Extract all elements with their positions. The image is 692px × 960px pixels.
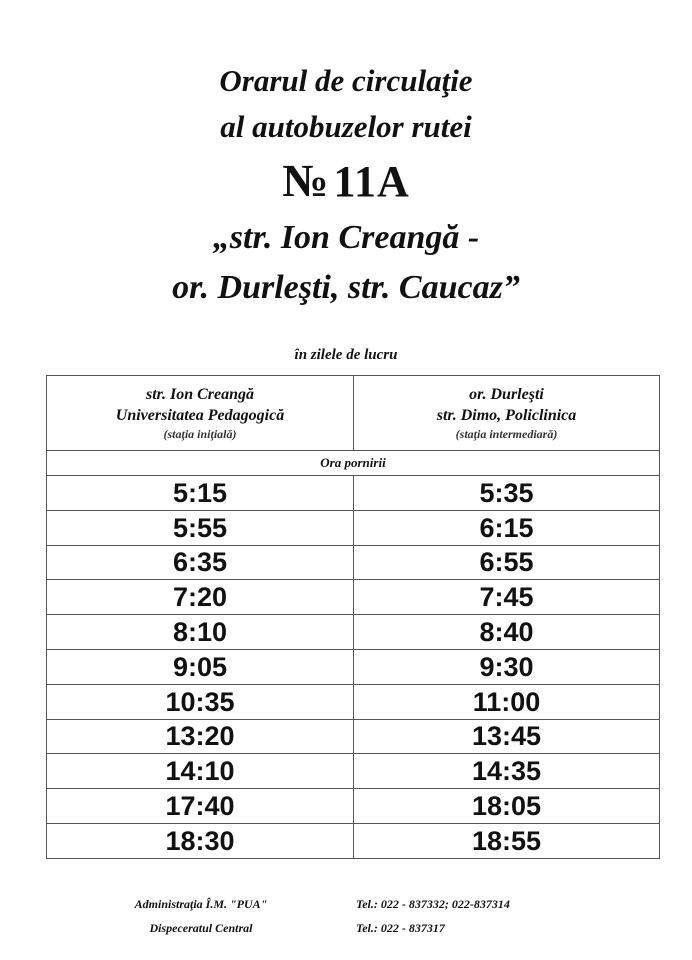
departure-time-start: 9:05 (47, 649, 354, 684)
table-row (47, 684, 660, 719)
table-row (47, 615, 660, 650)
table-row (47, 789, 660, 824)
table-row (47, 719, 660, 754)
departure-time-start: 10:35 (47, 684, 354, 719)
table-row (47, 545, 660, 580)
departure-label-row (47, 451, 660, 476)
departure-time-intermediate: 11:00 (354, 684, 660, 719)
table-row (47, 649, 660, 684)
departure-time-intermediate: 5:35 (354, 476, 660, 511)
departure-time-intermediate: 6:55 (354, 545, 660, 580)
departure-time-start: 14:10 (47, 754, 354, 789)
departure-time-start: 18:30 (47, 823, 354, 858)
column-header-intermediate (354, 376, 660, 451)
route-number-line (0, 150, 692, 213)
table-row (47, 754, 660, 789)
departure-time-label: Ora pornirii (47, 451, 660, 476)
departure-time-intermediate: 9:30 (354, 649, 660, 684)
timetable-header-row (47, 376, 660, 451)
schedule-days: în zilele de lucru (294, 347, 398, 363)
title-line-2: al autobuzelor rutei (220, 109, 472, 144)
timetable-body (47, 476, 660, 859)
table-row (47, 510, 660, 545)
number-sign: № (282, 155, 330, 206)
footer-phone-1: Tel.: 022 - 837332; 022-837314 (356, 897, 510, 911)
footer-phone-2: Tel.: 022 - 837317 (356, 921, 445, 935)
route-name-line-2: or. Durleşti, str. Caucaz” (172, 269, 520, 306)
schedule-title (0, 58, 692, 313)
departure-time-start: 7:20 (47, 580, 354, 615)
footer-admin: Administraţia Î.M. "PUA" (134, 897, 268, 911)
route-number: 11A (333, 157, 410, 206)
table-row (47, 476, 660, 511)
start-stop-place: Universitatea Pedagogică (115, 407, 285, 424)
footer-dispatch: Dispeceratul Central (149, 921, 253, 935)
intermediate-stop-place: str. Dimo, Policlinica (436, 407, 577, 424)
footer-contacts (356, 892, 596, 940)
departure-time-start: 17:40 (47, 789, 354, 824)
route-name-line-1: „str. Ion Creangă - (212, 219, 480, 256)
departure-time-intermediate: 7:45 (354, 580, 660, 615)
start-stop-name: str. Ion Creangă (145, 386, 255, 403)
departure-time-intermediate: 14:35 (354, 754, 660, 789)
departure-time-start: 6:35 (47, 545, 354, 580)
departure-time-start: 13:20 (47, 719, 354, 754)
intermediate-stop-type: (staţia intermediară) (455, 427, 558, 441)
departure-time-intermediate: 18:05 (354, 789, 660, 824)
departure-time-intermediate: 18:55 (354, 823, 660, 858)
departure-time-intermediate: 6:15 (354, 510, 660, 545)
table-row (47, 580, 660, 615)
start-stop-type: (staţia iniţială) (163, 427, 237, 441)
departure-time-start: 5:15 (47, 476, 354, 511)
title-line-1: Orarul de circulaţie (219, 63, 473, 98)
departure-time-start: 8:10 (47, 615, 354, 650)
timetable (46, 375, 660, 859)
departure-time-intermediate: 13:45 (354, 719, 660, 754)
intermediate-stop-name: or. Durleşti (469, 386, 544, 403)
departure-time-intermediate: 8:40 (354, 615, 660, 650)
table-row (47, 823, 660, 858)
footer-organization (116, 892, 286, 940)
departure-time-start: 5:55 (47, 510, 354, 545)
column-header-start (47, 376, 354, 451)
